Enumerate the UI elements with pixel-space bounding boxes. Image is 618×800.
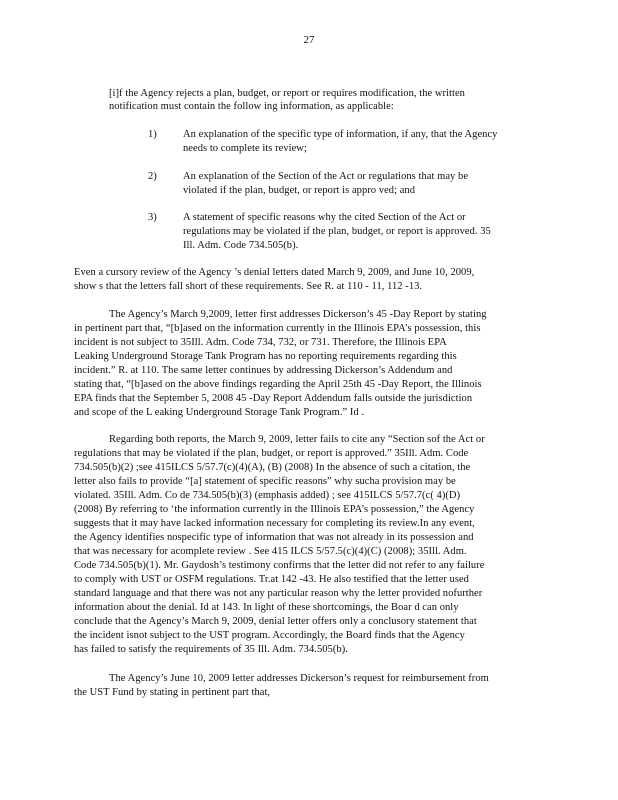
list-item-number: 1) bbox=[148, 129, 157, 140]
quote-line: notification must contain the follow ing information, as applicable: bbox=[109, 101, 394, 112]
paragraph-line: show s that the letters fall short of these requirements. See R. at 110 - 11, 112 -13. bbox=[74, 281, 423, 292]
page-number: 27 bbox=[303, 34, 315, 46]
paragraph-line: The Agency’s March 9,2009, letter first addresses Dickerson’s 45 -Day Report by stating bbox=[109, 309, 487, 320]
paragraph-line: and scope of the L eaking Underground Storage Tank Program.” Id . bbox=[74, 407, 365, 418]
paragraph-line: standard language and that there was not any particular reason why the letter provided nofurther bbox=[74, 588, 483, 599]
paragraph-line: Code 734.505(b)(1). Mr. Gaydosh’s testimony confirms that the letter did not refer to any failure bbox=[74, 560, 485, 571]
paragraph-line: has failed to satisfy the requirements of 35 Ill. Adm. 734.505(b). bbox=[74, 644, 348, 655]
list-item-line: A statement of specific reasons why the cited Section of the Act or bbox=[183, 212, 466, 223]
paragraph-line: Regarding both reports, the March 9, 2009, letter fails to cite any “Section sof the Act or bbox=[109, 434, 485, 445]
paragraph-line: the Agency identifies nospecific type of information that was not already in its possession and bbox=[74, 532, 474, 543]
paragraph-line: The Agency’s June 10, 2009 letter addresses Dickerson’s request for reimbursement from bbox=[109, 673, 489, 684]
paragraph-line: stating that, “[b]ased on the above findings regarding the April 25th 45 -Day Report, the Illinois bbox=[74, 379, 482, 390]
paragraph-line: letter also fails to provide “[a] statement of specific reasons” why sucha provision may be bbox=[74, 476, 456, 487]
list-item-line: Ill. Adm. Code 734.505(b). bbox=[183, 240, 299, 251]
paragraph-line: the incident isnot subject to the UST program. Accordingly, the Board finds that the Agency bbox=[74, 630, 465, 641]
paragraph-line: suggests that it may have lacked information necessary for completing its review.In any event, bbox=[74, 518, 475, 529]
quote-line: [i]f the Agency rejects a plan, budget, or report or requires modification, the written bbox=[109, 88, 465, 99]
paragraph-line: information about the denial. Id at 143. In light of these shortcomings, the Boar d can only bbox=[74, 602, 459, 613]
list-item-number: 2) bbox=[148, 171, 157, 182]
paragraph-line: to comply with UST or OSFM regulations. Tr.at 142 -43. He also testified that the letter used bbox=[74, 574, 469, 585]
paragraph-line: incident.” R. at 110. The same letter continues by addressing Dickerson’s Addendum and bbox=[74, 365, 453, 376]
paragraph-line: regulations that may be violated if the plan, budget, or report is approved.” 35Ill. Adm. Code bbox=[74, 448, 469, 459]
paragraph-line: that was necessary for acomplete review . See 415 ILCS 5/57.5(c)(4)(C) (2008); 35Ill. Adm. bbox=[74, 546, 467, 557]
paragraph-line: (2008) By referring to ‘the information currently in the Illinois EPA’s possession,” the Agency bbox=[74, 504, 475, 515]
paragraph-line: Leaking Underground Storage Tank Program has no reporting requirements regarding this bbox=[74, 351, 457, 362]
paragraph-line: violated. 35Ill. Adm. Co de 734.505(b)(3) (emphasis added) ; see 415ILCS 5/57.7(c( 4)(D) bbox=[74, 490, 461, 501]
list-item-line: regulations may be violated if the plan, budget, or report is approved. 35 bbox=[183, 226, 491, 237]
paragraph-line: in pertinent part that, “[b]ased on the information currently in the Illinois EPA’s possession, this bbox=[74, 323, 481, 334]
list-item-line: violated if the plan, budget, or report is appro ved; and bbox=[183, 185, 416, 196]
list-item-line: needs to complete its review; bbox=[183, 143, 307, 154]
list-item-line: An explanation of the Section of the Act or regulations that may be bbox=[183, 171, 469, 182]
paragraph-line: conclude that the Agency’s March 9, 2009, denial letter offers only a conclusory statement that bbox=[74, 616, 477, 627]
list-item-number: 3) bbox=[148, 212, 157, 223]
list-item-line: An explanation of the specific type of information, if any, that the Agency bbox=[183, 129, 498, 140]
paragraph-line: EPA finds that the September 5, 2008 45 -Day Report Addendum falls outside the jurisdiction bbox=[74, 393, 473, 404]
paragraph-line: the UST Fund by stating in pertinent part that, bbox=[74, 687, 271, 698]
paragraph-line: incident is not subject to 35Ill. Adm. Code 734, 732, or 731. Therefore, the Illinois EPA bbox=[74, 337, 447, 348]
paragraph-line: 734.505(b)(2) ;see 415ILCS 5/57.7(c)(4)(A), (B) (2008) In the absence of such a citation, the bbox=[74, 462, 471, 473]
paragraph-line: Even a cursory review of the Agency ’s denial letters dated March 9, 2009, and June 10, 2009, bbox=[74, 267, 475, 278]
